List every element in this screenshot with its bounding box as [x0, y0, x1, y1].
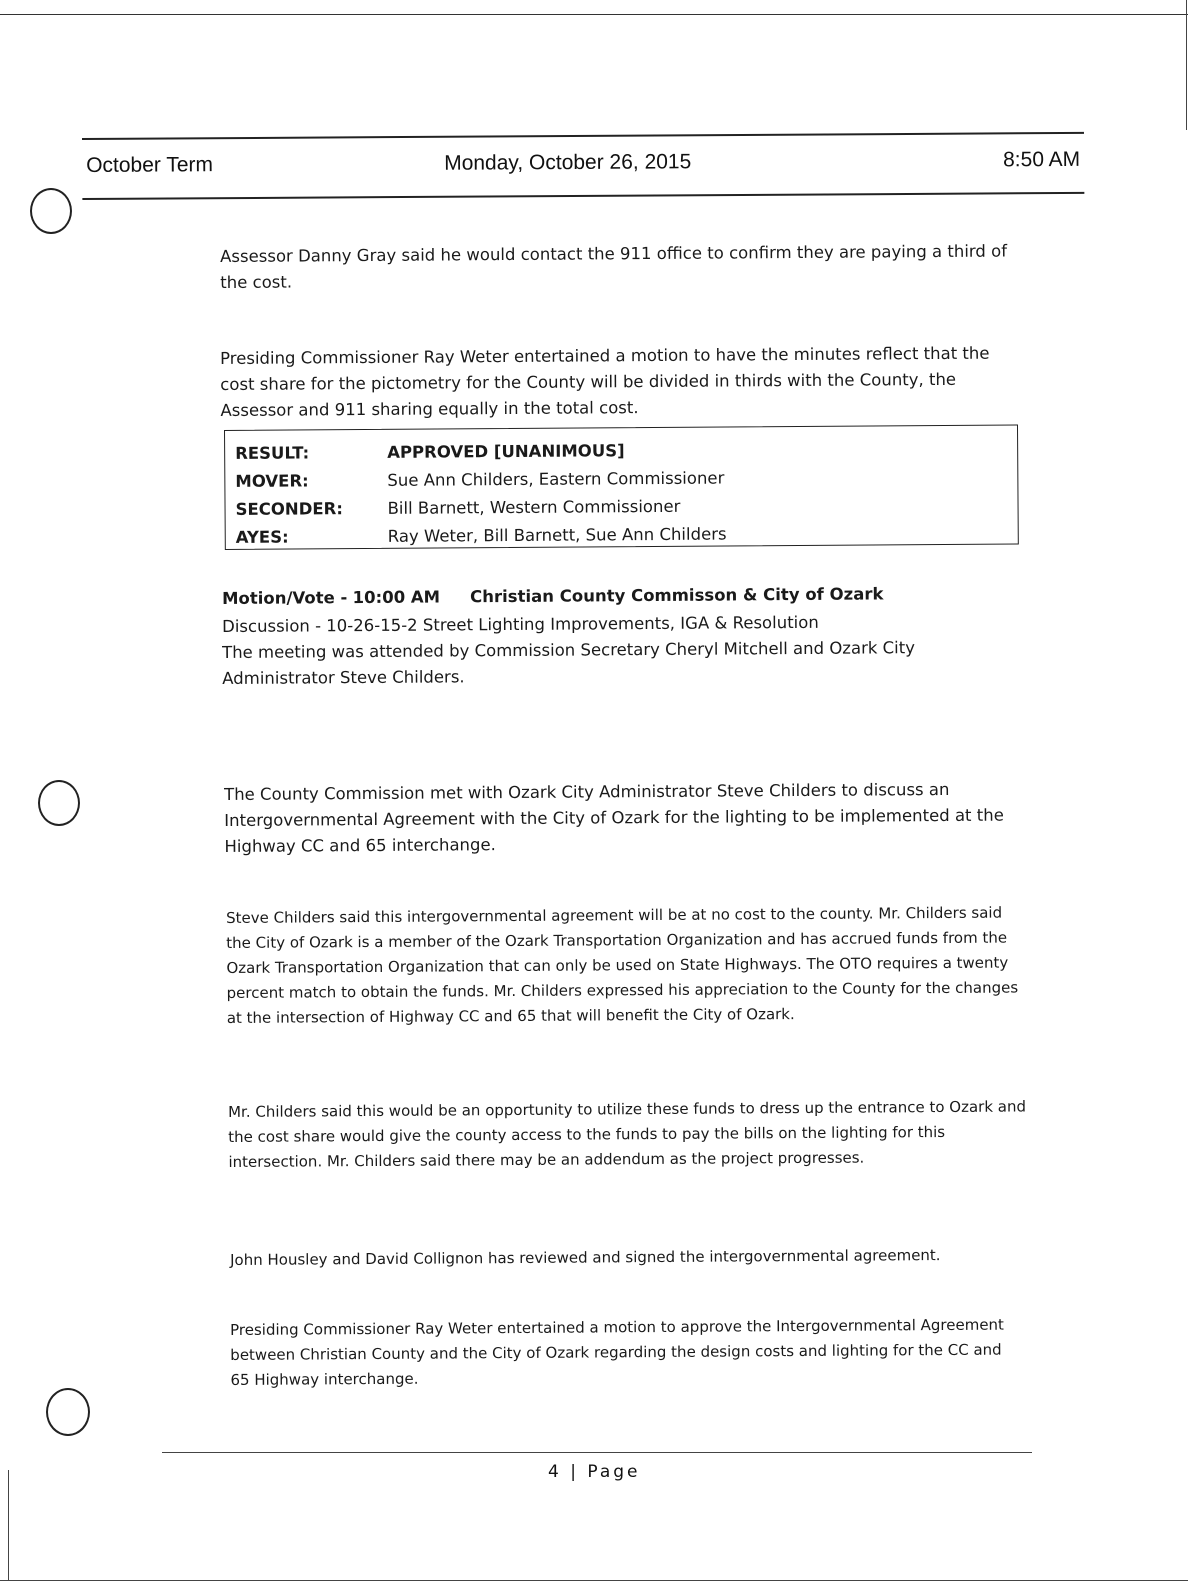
- scan-edge-bottom: [0, 1580, 1188, 1581]
- motion-vote-time: 10:00 AM: [352, 587, 441, 608]
- body-paragraph-4: John Housley and David Collignon has reviewed and signed the intergovernmental agreement.: [230, 1246, 941, 1269]
- header-time: 8:50 AM: [1003, 147, 1081, 172]
- motion-vote-label: Motion/Vote -: [222, 588, 348, 608]
- motion-vote-title: Christian County Commisson & City of Ozark: [470, 584, 884, 607]
- punch-hole-middle: [38, 780, 80, 826]
- motion-attendance-paragraph: The meeting was attended by Commission Secretary Cheryl Mitchell and Ozark City Administrator Steve Childers.: [222, 638, 916, 688]
- body-paragraph-5: Presiding Commissioner Ray Weter entertained a motion to approve the Intergovernmental Agreement between Christian County and the City of Ozark regarding the design costs and lighting for the CC and 65 Highway interchange.: [230, 1315, 1004, 1389]
- motion-pictometry-paragraph: Presiding Commissioner Ray Weter entertained a motion to have the minutes reflect that the cost share for the pictometry for the County will be divided in thirds with the County, the Assessor and 911 sharing equally in the total cost.: [220, 343, 990, 420]
- result-value: APPROVED [UNANIMOUS]: [387, 441, 625, 462]
- footer-rule: [162, 1452, 1032, 1453]
- result-row: [235, 436, 1005, 463]
- motion-vote-heading: [222, 581, 884, 612]
- header-date: Monday, October 26, 2015: [444, 150, 692, 175]
- seconder-label: SECONDER:: [235, 499, 343, 519]
- mover-value: Sue Ann Childers, Eastern Commissioner: [387, 468, 725, 490]
- seconder-value: Bill Barnett, Western Commissioner: [387, 496, 681, 518]
- ayes-row: [235, 520, 1006, 547]
- motion-discussion-line: Discussion - 10-26-15-2 Street Lighting Improvements, IGA & Resolution: [222, 612, 819, 636]
- vote-result-table: [224, 424, 1019, 550]
- assessor-note-paragraph: Assessor Danny Gray said he would contact the 911 office to confirm they are paying a third of the cost.: [220, 241, 1008, 292]
- result-label: RESULT:: [235, 443, 310, 463]
- punch-hole-bottom: [46, 1388, 90, 1436]
- seconder-row: [235, 492, 1005, 519]
- scan-edge-top: [0, 14, 1188, 15]
- mover-row: [235, 464, 1005, 491]
- page-header: [82, 132, 1084, 200]
- mover-label: MOVER:: [235, 471, 309, 491]
- ayes-label: AYES:: [235, 527, 289, 547]
- body-paragraph-2: Steve Childers said this intergovernmental agreement will be at no cost to the county. Mr. Childers said the City of Ozark is a member of the Ozark Transportation Organization and has accrued funds from the Ozark Transportation Organization that can only be used on State Highways. The OTO requires a twenty percent match to obtain the funds. Mr. Childers expressed his appreciation to the County for the changes at the intersection of Highway CC and 65 that will benefit the City of Ozark.: [226, 903, 1019, 1027]
- body-paragraph-1: The County Commission met with Ozark City Administrator Steve Childers to discuss an Intergovernmental Agreement with the City of Ozark for the lighting to be implemented at the Highway CC and 65 interchange.: [224, 779, 1004, 856]
- page-number: 4 | Page: [548, 1462, 641, 1482]
- scan-edge-left: [8, 1470, 9, 1580]
- punch-hole-top: [30, 188, 72, 234]
- body-paragraph-3: Mr. Childers said this would be an opportunity to utilize these funds to dress up the entrance to Ozark and the cost share would give the county access to the funds to pay the bills on the lighting for this intersection. Mr. Childers said there may be an addendum as the project progresses.: [228, 1097, 1027, 1171]
- ayes-value: Ray Weter, Bill Barnett, Sue Ann Childers: [387, 524, 727, 546]
- header-term: October Term: [86, 153, 214, 177]
- scan-edge-right: [1186, 0, 1187, 130]
